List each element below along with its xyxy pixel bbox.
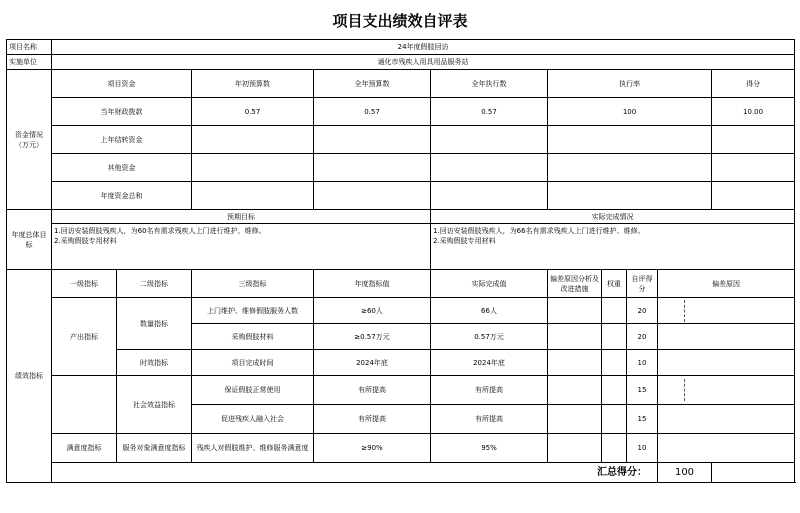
indicator-reason-extra bbox=[712, 324, 795, 350]
indicator-target: 有所提高 bbox=[314, 376, 431, 405]
indicators-header-self-score: 自评得分 bbox=[627, 270, 658, 298]
indicator-reason-extra bbox=[712, 405, 795, 434]
indicator-actual: 有所提高 bbox=[431, 405, 548, 434]
unit-row bbox=[7, 55, 795, 70]
funds-row bbox=[7, 154, 795, 182]
funds-row-executed bbox=[431, 154, 548, 182]
funds-row-initial bbox=[192, 126, 314, 154]
indicator-deviation bbox=[548, 350, 602, 376]
indicator-reason bbox=[658, 434, 712, 463]
funds-row-score: 10.00 bbox=[712, 98, 795, 126]
goals-expected-header: 预期目标 bbox=[52, 210, 431, 224]
funds-row-rate bbox=[548, 182, 712, 210]
indicator-level3: 上门维护、维修假肢服务人数 bbox=[192, 298, 314, 324]
dashed-divider bbox=[684, 300, 685, 322]
funds-section-label: 资金情况（万元） bbox=[7, 70, 52, 210]
indicators-header-reason: 偏差原因 bbox=[658, 270, 795, 298]
indicator-level2: 服务对象满意度指标 bbox=[117, 434, 192, 463]
indicator-level3: 项目完成时间 bbox=[192, 350, 314, 376]
indicator-score: 15 bbox=[627, 376, 658, 405]
funds-row-initial bbox=[192, 154, 314, 182]
indicators-header-target: 年度指标值 bbox=[314, 270, 431, 298]
total-label: 汇总得分： bbox=[52, 463, 658, 483]
funds-row-label: 其他资金 bbox=[52, 154, 192, 182]
indicator-actual: 2024年底 bbox=[431, 350, 548, 376]
indicator-actual: 0.57万元 bbox=[431, 324, 548, 350]
funds-row-annual bbox=[314, 182, 431, 210]
goals-content-row bbox=[7, 224, 795, 270]
indicator-level2: 时效指标 bbox=[117, 350, 192, 376]
indicator-reason-extra bbox=[712, 434, 795, 463]
indicator-deviation bbox=[548, 405, 602, 434]
funds-row-annual: 0.57 bbox=[314, 98, 431, 126]
funds-row-executed: 0.57 bbox=[431, 98, 548, 126]
indicator-row bbox=[7, 376, 795, 405]
indicators-header-row bbox=[7, 270, 795, 298]
indicator-target: ≥90% bbox=[314, 434, 431, 463]
indicator-row bbox=[7, 434, 795, 463]
funds-row bbox=[7, 182, 795, 210]
funds-row bbox=[7, 98, 795, 126]
funds-row-executed bbox=[431, 126, 548, 154]
indicator-score: 20 bbox=[627, 298, 658, 324]
indicator-row bbox=[7, 350, 795, 376]
dashed-divider bbox=[684, 379, 685, 401]
project-name-row bbox=[7, 40, 795, 55]
indicator-deviation bbox=[548, 324, 602, 350]
funds-row-initial: 0.57 bbox=[192, 98, 314, 126]
indicator-weight bbox=[602, 350, 627, 376]
indicator-reason-extra bbox=[712, 298, 795, 324]
indicator-target: ≥0.57万元 bbox=[314, 324, 431, 350]
funds-row-label: 年度资金总和 bbox=[52, 182, 192, 210]
indicator-level1 bbox=[52, 376, 117, 434]
indicator-deviation bbox=[548, 298, 602, 324]
indicator-level1: 产出指标 bbox=[52, 298, 117, 376]
funds-row-rate bbox=[548, 154, 712, 182]
funds-row-label: 上年结转资金 bbox=[52, 126, 192, 154]
funds-row-score bbox=[712, 126, 795, 154]
funds-row-annual bbox=[314, 154, 431, 182]
funds-row-executed bbox=[431, 182, 548, 210]
goals-actual-text: 1.回访安装假肢残疾人，为66名有需求残疾人上门进行维护、维修。 2.采购假肢专用材料 bbox=[431, 224, 795, 270]
indicator-weight bbox=[602, 298, 627, 324]
indicator-level3: 保证假肢正常使用 bbox=[192, 376, 314, 405]
indicator-deviation bbox=[548, 434, 602, 463]
indicator-target: 有所提高 bbox=[314, 405, 431, 434]
indicator-target: 2024年底 bbox=[314, 350, 431, 376]
funds-row-initial bbox=[192, 182, 314, 210]
indicator-score: 10 bbox=[627, 350, 658, 376]
project-name-label: 项目名称 bbox=[7, 40, 52, 55]
funds-header-executed: 全年执行数 bbox=[431, 70, 548, 98]
goals-expected-text: 1.回访安装假肢残疾人，为60名有需求残疾人上门进行维护、维修。 2.采购假肢专用材料 bbox=[52, 224, 431, 270]
total-blank bbox=[712, 463, 795, 483]
funds-header-item: 项目资金 bbox=[52, 70, 192, 98]
funds-row-score bbox=[712, 154, 795, 182]
total-value: 100 bbox=[658, 463, 712, 483]
indicator-level3: 采购假肢材料 bbox=[192, 324, 314, 350]
indicator-row bbox=[7, 298, 795, 324]
indicator-weight bbox=[602, 405, 627, 434]
indicator-weight bbox=[602, 324, 627, 350]
indicator-reason bbox=[658, 405, 712, 434]
indicator-weight bbox=[602, 434, 627, 463]
indicators-header-level3: 三级指标 bbox=[192, 270, 314, 298]
indicator-actual: 95% bbox=[431, 434, 548, 463]
goals-section-label: 年度总体目标 bbox=[7, 210, 52, 270]
indicator-actual: 有所提高 bbox=[431, 376, 548, 405]
funds-header-initial: 年初预算数 bbox=[192, 70, 314, 98]
indicator-actual: 66人 bbox=[431, 298, 548, 324]
total-row bbox=[7, 463, 795, 483]
evaluation-table bbox=[6, 39, 795, 483]
indicator-reason-extra bbox=[712, 350, 795, 376]
project-name-value: 24年度假肢回访 bbox=[52, 40, 795, 55]
indicator-weight bbox=[602, 376, 627, 405]
goals-header-row bbox=[7, 210, 795, 224]
funds-row bbox=[7, 126, 795, 154]
funds-header-rate: 执行率 bbox=[548, 70, 712, 98]
indicator-reason bbox=[658, 376, 712, 405]
indicators-header-level2: 二级指标 bbox=[117, 270, 192, 298]
indicator-reason-extra bbox=[712, 376, 795, 405]
indicator-level2: 社会效益指标 bbox=[117, 376, 192, 434]
unit-value: 通化市残疾人用具用品服务站 bbox=[52, 55, 795, 70]
indicator-level2: 数量指标 bbox=[117, 298, 192, 350]
indicators-header-deviation: 偏差原因分析及改进措施 bbox=[548, 270, 602, 298]
indicator-deviation bbox=[548, 376, 602, 405]
indicator-level3: 残疾人对假肢维护、维修服务满意度 bbox=[192, 434, 314, 463]
unit-label: 实施单位 bbox=[7, 55, 52, 70]
indicator-level3: 促进残疾人融入社会 bbox=[192, 405, 314, 434]
funds-row-rate: 100 bbox=[548, 98, 712, 126]
funds-row-rate bbox=[548, 126, 712, 154]
indicator-score: 15 bbox=[627, 405, 658, 434]
indicator-target: ≥60人 bbox=[314, 298, 431, 324]
goals-actual-header: 实际完成情况 bbox=[431, 210, 795, 224]
indicators-section-label: 绩效指标 bbox=[7, 270, 52, 483]
form-title: 项目支出绩效自评表 bbox=[332, 12, 468, 30]
indicator-reason bbox=[658, 298, 712, 324]
funds-row-annual bbox=[314, 126, 431, 154]
funds-header-score: 得分 bbox=[712, 70, 795, 98]
indicator-level1: 满意度指标 bbox=[52, 434, 117, 463]
funds-header-annual: 全年预算数 bbox=[314, 70, 431, 98]
indicators-header-actual: 实际完成值 bbox=[431, 270, 548, 298]
indicator-score: 10 bbox=[627, 434, 658, 463]
indicators-header-weight: 权重 bbox=[602, 270, 627, 298]
indicator-score: 20 bbox=[627, 324, 658, 350]
indicator-reason bbox=[658, 350, 712, 376]
indicator-reason bbox=[658, 324, 712, 350]
funds-row-label: 当年财政拨款 bbox=[52, 98, 192, 126]
indicators-header-level1: 一级指标 bbox=[52, 270, 117, 298]
funds-row-score bbox=[712, 182, 795, 210]
funds-header-row bbox=[7, 70, 795, 98]
